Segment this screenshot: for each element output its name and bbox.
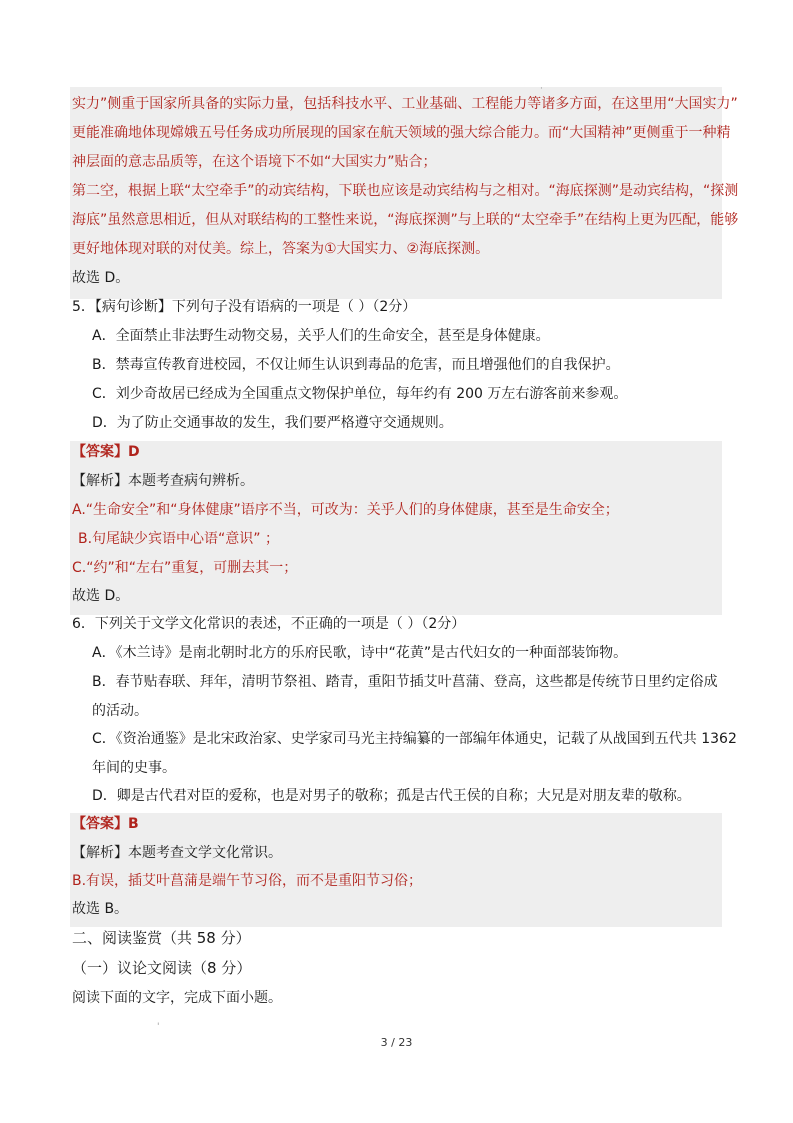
analysis-line: C.“约”和“左右”重复，可删去其一； xyxy=(72,560,298,576)
question-5-option-a: A．全面禁止非法野生动物交易，关乎人们的生命安全，甚至是身体健康。 xyxy=(92,328,550,344)
analysis-line: 神层面的意志品质等，在这个语境下不如“大国实力”贴合； xyxy=(72,154,437,170)
reading-instruction: 阅读下面的文字，完成下面小题。 xyxy=(72,990,282,1006)
answer-label: 【答案】B xyxy=(72,816,139,832)
subsection-heading: （一）议论文阅读（8 分） xyxy=(72,959,252,977)
question-6-option-c-cont: 年间的史事。 xyxy=(92,760,176,776)
analysis-line: 更好地体现对联的对仗美。综上，答案为①大国实力、②海底探测。 xyxy=(72,241,490,257)
question-5-option-c: C．刘少奇故居已经成为全国重点文物保护单位，每年约有 200 万左右游客前来参观。 xyxy=(92,386,628,402)
question-6-option-c: C．《资治通鉴》是北宋政治家、史学家司马光主持编纂的一部编年体通史，记载了从战国到五代共 1362 xyxy=(92,731,737,747)
question-6-option-b-cont: 的活动。 xyxy=(92,703,148,719)
question-5-option-b: B．禁毒宣传教育进校园，不仅让师生认识到毒品的危害，而且增强他们的自我保护。 xyxy=(92,357,620,373)
conclusion-text: 故选 B。 xyxy=(72,901,129,917)
section-heading: 二、阅读鉴赏（共 58 分） xyxy=(72,929,251,947)
page-number: 3 / 23 xyxy=(380,1036,413,1049)
stray-mark: ' xyxy=(157,1022,160,1032)
analysis-line: B.句尾缺少宾语中心语“意识” ； xyxy=(78,531,280,547)
analysis-shade-2 xyxy=(70,441,722,615)
analysis-line: B.有误，插艾叶菖蒲是端午节习俗，而不是重阳节习俗； xyxy=(72,873,423,889)
question-6-option-b: B．春节贴春联、拜年，清明节祭祖、踏青，重阳节插艾叶菖蒲、登高，这些都是传统节日里约定俗成 xyxy=(92,674,718,690)
analysis-line: 更能准确地体现嫦娥五号任务成功所展现的国家在航天领域的强大综合能力。而“大国精神”更侧重于一种精 xyxy=(72,125,731,141)
analysis-line: 海底”虽然意思相近，但从对联结构的工整性来说，“海底探测”与上联的“太空牵手”在结构上更为匹配，能够 xyxy=(72,212,739,228)
question-5-option-d: D．为了防止交通事故的发生，我们要严格遵守交通规则。 xyxy=(92,415,453,431)
stray-mark: · xyxy=(540,84,543,94)
question-6-option-a: A．《木兰诗》是南北朝时北方的乐府民歌，诗中“花黄”是古代妇女的一种面部装饰物。 xyxy=(92,645,628,661)
analysis-line: A.“生命安全”和“身体健康”语序不当，可改为：关乎人们的身体健康，甚至是生命安全； xyxy=(72,502,619,518)
analysis-line: 实力”侧重于国家所具备的实际力量，包括科技水平、工业基础、工程能力等诸多方面，在这里用“大国实力” xyxy=(72,96,738,112)
conclusion-text: 故选 D。 xyxy=(72,588,130,604)
question-6-option-d: D．卿是古代君对臣的爱称，也是对男子的敬称；孤是古代王侯的自称；大兄是对朋友辈的敬称。 xyxy=(92,788,691,804)
analysis-heading: 【解析】本题考查文学文化常识。 xyxy=(72,845,282,861)
analysis-line: 第二空，根据上联“太空牵手”的动宾结构，下联也应该是动宾结构与之相对。“海底探测”是动宾结构，“探测 xyxy=(72,183,739,199)
answer-label: 【答案】D xyxy=(72,444,140,460)
conclusion-text: 故选 D。 xyxy=(72,270,130,286)
analysis-shade-3 xyxy=(70,813,722,927)
analysis-heading: 【解析】本题考查病句辨析。 xyxy=(72,473,254,489)
question-5-stem: 5．【病句诊断】下列句子没有语病的一项是（ ）（2分） xyxy=(72,299,417,315)
question-6-stem: 6．下列关于文学文化常识的表述，不正确的一项是（ ）（2分） xyxy=(72,616,466,632)
